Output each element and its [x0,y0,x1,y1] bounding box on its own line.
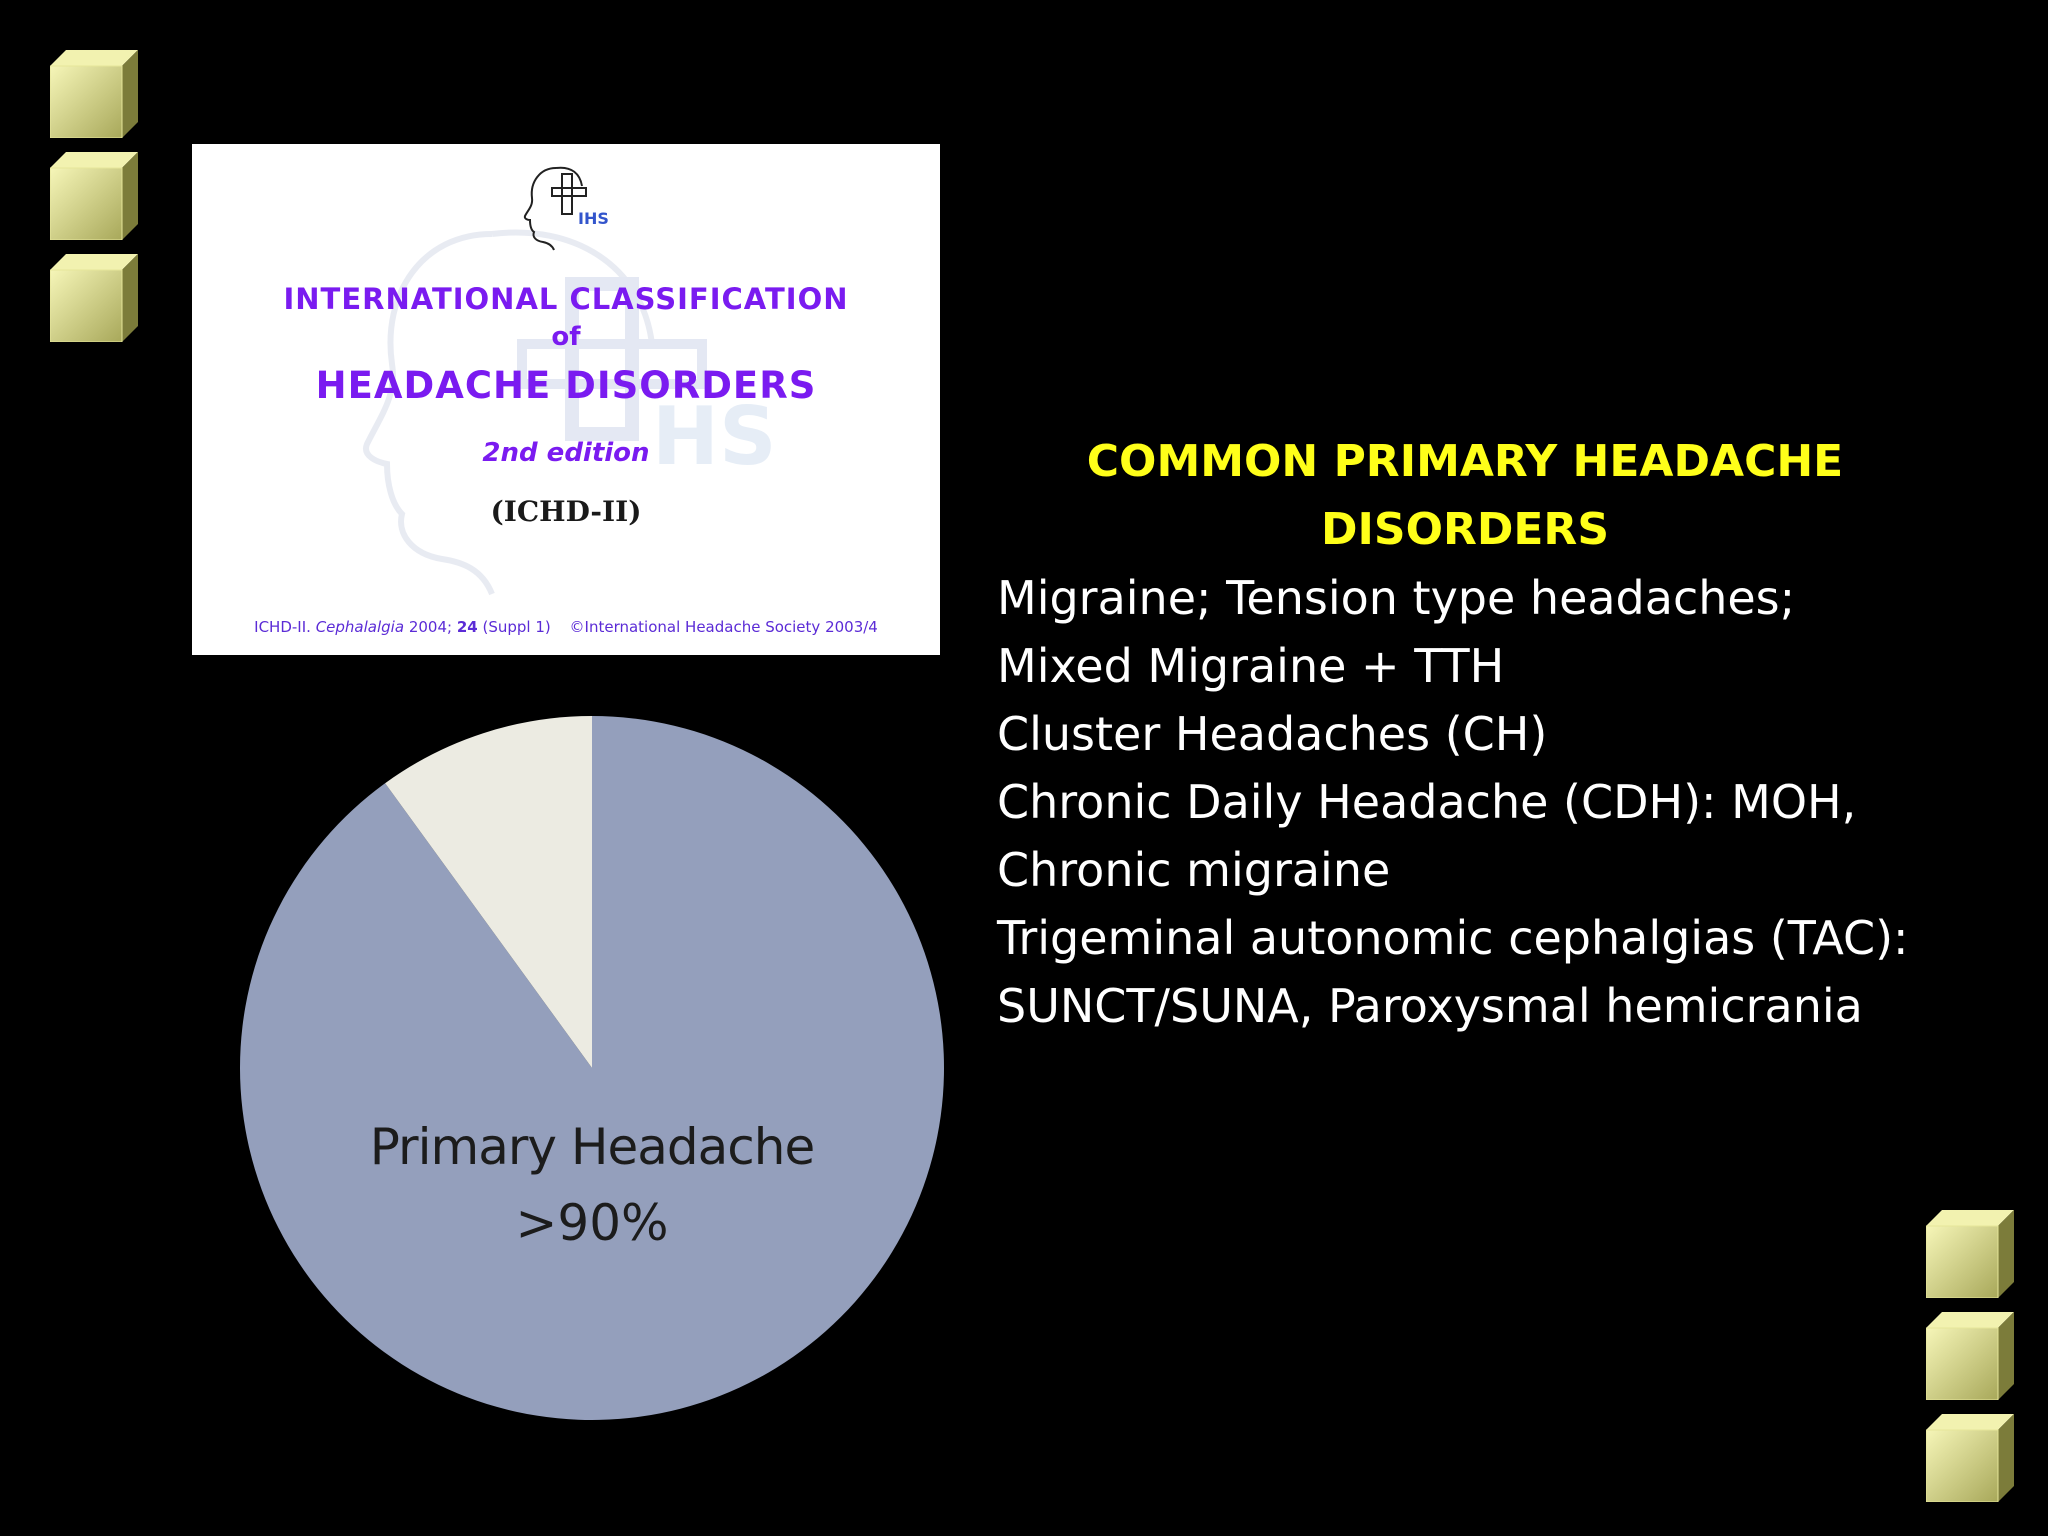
cover-title-line2: of [551,322,581,352]
citation-copyright: ©International Headache Society 2003/4 [569,618,878,636]
citation-suppl: (Suppl 1) [482,618,551,636]
list-item: Cluster Headaches (CH) [997,707,1548,761]
logo-text: IHS [578,209,609,228]
citation-year: 2004; [408,618,453,636]
citation-journal: Cephalalgia [315,618,405,636]
ichd-cover-image [192,144,940,655]
cube-icon [50,254,138,342]
cube-icon [50,152,138,240]
heading-line2: DISORDERS [1320,504,1610,555]
svg-text:HS: HS [652,390,777,483]
cube-icon [1926,1414,2014,1502]
list-item: SUNCT/SUNA, Paroxysmal hemicrania [997,979,1863,1033]
pie-slice-value-label: >90% [515,1194,669,1252]
slide-heading [1000,428,1930,564]
citation-prefix: ICHD-II. [254,618,311,636]
cube-icon [1926,1312,2014,1400]
heading-line1: COMMON PRIMARY HEADACHE [1086,436,1844,487]
cube-icon [1926,1210,2014,1298]
primary-headache-pie-chart [236,700,956,1440]
cover-title-line3: HEADACHE DISORDERS [315,364,817,407]
pie-slice-label: Primary Headache [369,1118,815,1176]
disorders-list [997,564,2037,1040]
citation-volume: 24 [456,618,478,636]
list-item: Chronic migraine [997,843,1391,897]
cover-abbreviation: (ICHD-II) [490,495,642,528]
cube-icon [50,50,138,138]
cover-title-line1: INTERNATIONAL CLASSIFICATION [283,282,849,316]
list-item: Chronic Daily Headache (CDH): MOH, [997,775,1857,829]
cover-citation [192,618,940,636]
cover-edition: 2nd edition [482,438,650,468]
list-item: Trigeminal autonomic cephalgias (TAC): [997,911,1909,965]
list-item: Migraine; Tension type headaches; [997,571,1796,625]
list-item: Mixed Migraine + TTH [997,639,1505,693]
ihs-logo-icon [520,162,610,252]
